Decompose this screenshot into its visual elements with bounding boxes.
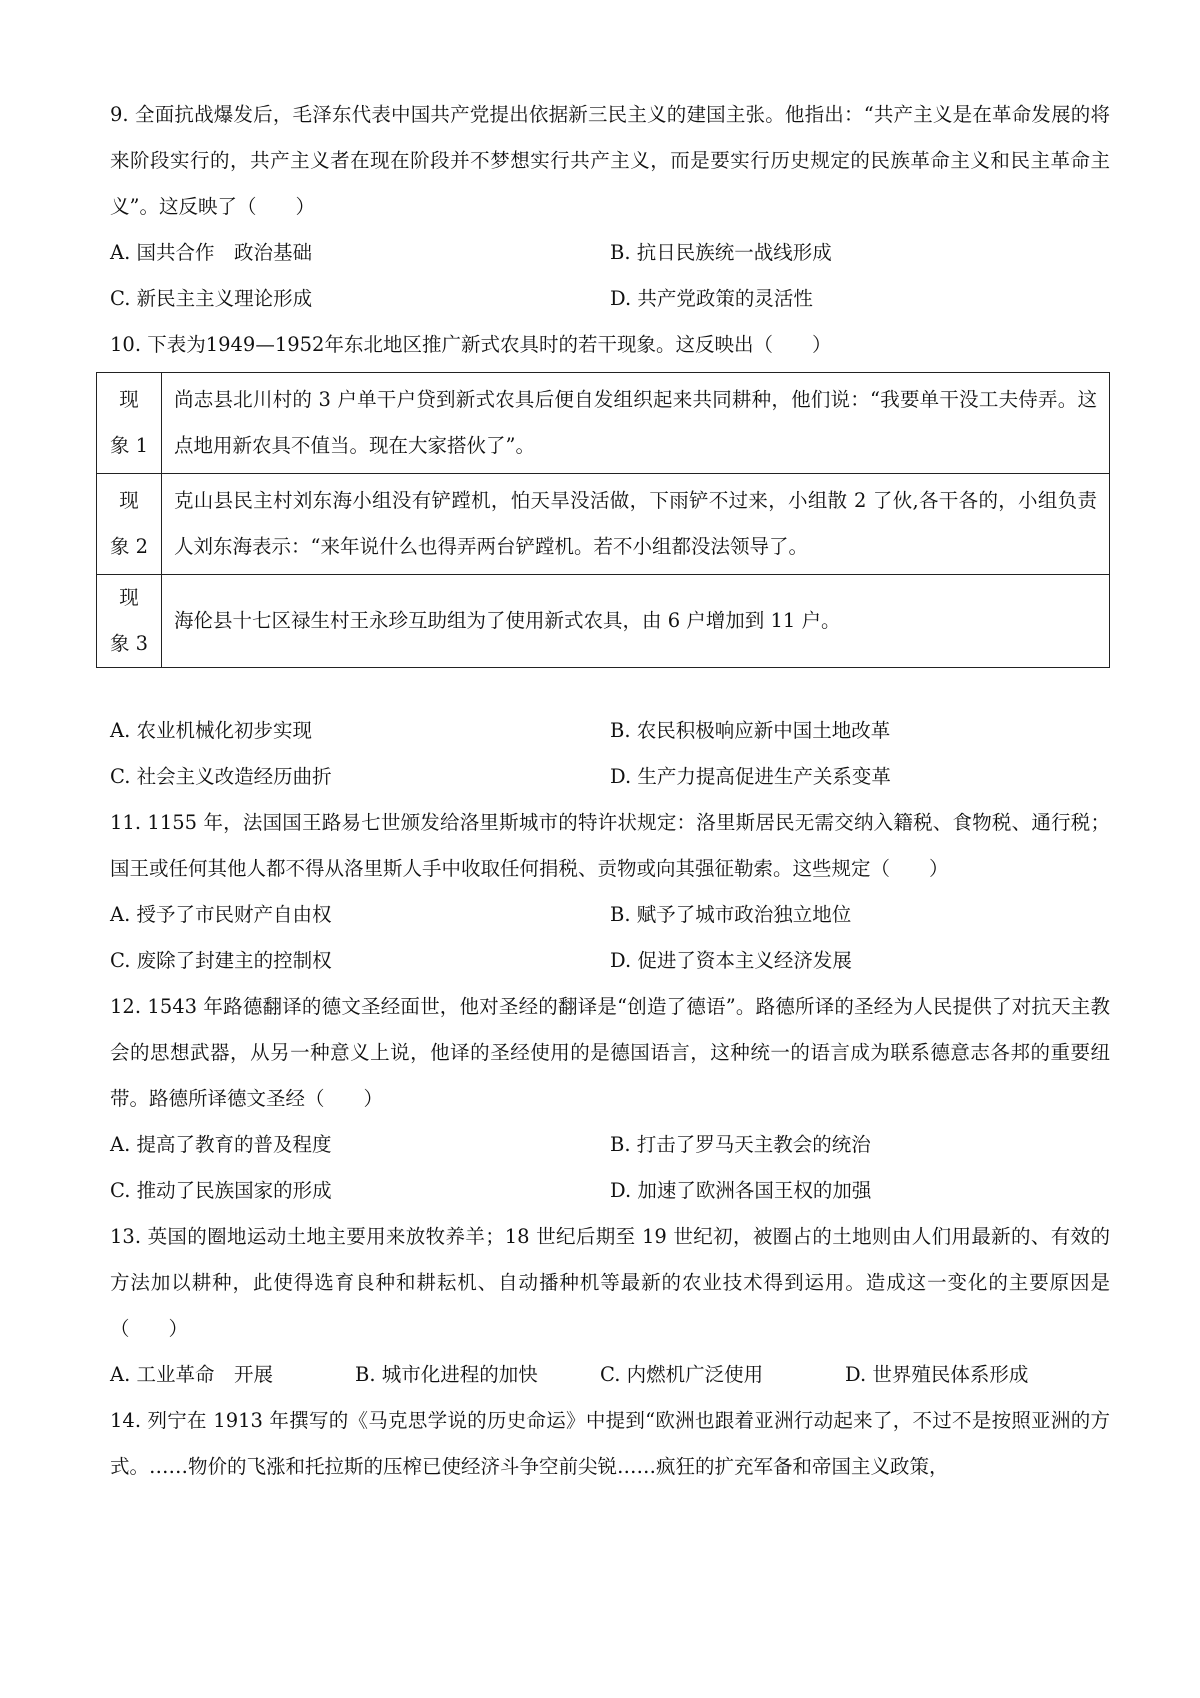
question-stem: 10. 下表为1949—1952年东北地区推广新式农具时的若干现象。这反映出（ ）: [110, 333, 832, 356]
option-b[interactable]: B. 农民积极响应新中国土地改革: [610, 719, 891, 742]
option-b[interactable]: B. 城市化进程的加快: [355, 1363, 538, 1386]
option-b[interactable]: B. 赋予了城市政治独立地位: [610, 903, 852, 926]
row-label-bottom: 象 3: [109, 632, 149, 655]
question-stem: 13. 英国的圈地运动土地主要用来放牧养羊；18 世纪后期至 19 世纪初，被圈占的土地则由人们用最新的、有效的方法加以耕种，此使得选育良种和耕耘机、自动播种机等最新的农业技术得到运用。造成这一变化的主要原因是（ ）: [110, 1225, 1110, 1340]
question-stem: 9. 全面抗战爆发后，毛泽东代表中国共产党提出依据新三民主义的建国主张。他指出：“共产主义是在革命发展的将来阶段实行的，共产主义者在现在阶段并不梦想实行共产主义，而是要实行历史规定的民族革命主义和民主革命主义”。这反映了（ ）: [110, 103, 1110, 218]
option-a[interactable]: A. 提高了教育的普及程度: [110, 1133, 332, 1156]
option-a[interactable]: A. 国共合作 政治基础: [110, 241, 312, 264]
option-c[interactable]: C. 推动了民族国家的形成: [110, 1179, 332, 1202]
table-row: [97, 575, 1110, 668]
row-label: [97, 575, 162, 668]
row-label-bottom: 象 2: [109, 535, 149, 558]
row-label: [97, 373, 162, 474]
exam-page: [110, 92, 1110, 1490]
question-stem: 12. 1543 年路德翻译的德文圣经面世，他对圣经的翻译是“创造了德语”。路德所译的圣经为人民提供了对抗天主教会的思想武器，从另一种意义上说，他译的圣经使用的是德国语言，这种统一的语言成为联系德意志各邦的重要纽带。路德所译德文圣经（ ）: [110, 995, 1110, 1110]
option-d[interactable]: D. 共产党政策的灵活性: [610, 287, 813, 310]
option-b[interactable]: B. 打击了罗马天主教会的统治: [610, 1133, 871, 1156]
question-11: [110, 800, 1110, 984]
option-c[interactable]: C. 废除了封建主的控制权: [110, 949, 332, 972]
option-d[interactable]: D. 生产力提高促进生产关系变革: [610, 765, 891, 788]
question-9: [110, 92, 1110, 322]
row-label-top: 现: [119, 388, 139, 411]
phenomena-table: [96, 372, 1110, 668]
question-13: [110, 1214, 1110, 1398]
question-12: [110, 984, 1110, 1214]
table-row: [97, 474, 1110, 575]
options: [110, 1122, 1110, 1214]
row-label-bottom: 象 1: [109, 434, 149, 457]
option-a[interactable]: A. 工业革命 开展: [110, 1363, 273, 1386]
row-label-top: 现: [119, 586, 139, 609]
option-c[interactable]: C. 新民主主义理论形成: [110, 287, 313, 310]
options: [110, 230, 1110, 322]
option-d[interactable]: D. 加速了欧洲各国王权的加强: [610, 1179, 872, 1202]
options: [110, 708, 1110, 800]
option-a[interactable]: A. 农业机械化初步实现: [110, 719, 312, 742]
row-text: 海伦县十七区禄生村王永珍互助组为了使用新式农具，由 6 户增加到 11 户。: [162, 575, 1110, 668]
option-d[interactable]: D. 世界殖民体系形成: [845, 1363, 1029, 1386]
option-d[interactable]: D. 促进了资本主义经济发展: [610, 949, 852, 972]
question-stem: 11. 1155 年，法国国王路易七世颁发给洛里斯城市的特许状规定：洛里斯居民无需交纳入籍税、食物税、通行税；国王或任何其他人都不得从洛里斯人手中收取任何捐税、贡物或向其强征勒索。这些规定（ ）: [110, 811, 1110, 880]
question-stem: 14. 列宁在 1913 年撰写的《马克思学说的历史命运》中提到“欧洲也跟着亚洲行动起来了，不过不是按照亚洲的方式。……物价的飞涨和托拉斯的压榨已使经济斗争空前尖锐……疯狂的扩充军备和帝国主义政策，: [110, 1409, 1110, 1478]
question-14: [110, 1398, 1110, 1490]
row-text: 克山县民主村刘东海小组没有铲蹚机，怕天旱没活做，下雨铲不过来，小组散 2 了伙,各干各的，小组负责人刘东海表示：“来年说什么也得弄两台铲蹚机。若不小组都没法领导了。: [162, 474, 1110, 575]
row-label: [97, 474, 162, 575]
row-text: 尚志县北川村的 3 户单干户贷到新式农具后便自发组织起来共同耕种，他们说：“我要单干没工夫侍弄。这点地用新农具不值当。现在大家搭伙了”。: [162, 373, 1110, 474]
row-label-top: 现: [119, 489, 139, 512]
option-a[interactable]: A. 授予了市民财产自由权: [110, 903, 332, 926]
options: [110, 1352, 1110, 1398]
table-row: [97, 373, 1110, 474]
option-c[interactable]: C. 社会主义改造经历曲折: [110, 765, 332, 788]
option-c[interactable]: C. 内燃机广泛使用: [600, 1363, 764, 1386]
option-b[interactable]: B. 抗日民族统一战线形成: [610, 241, 832, 264]
question-10: [110, 322, 1110, 800]
options: [110, 892, 1110, 984]
